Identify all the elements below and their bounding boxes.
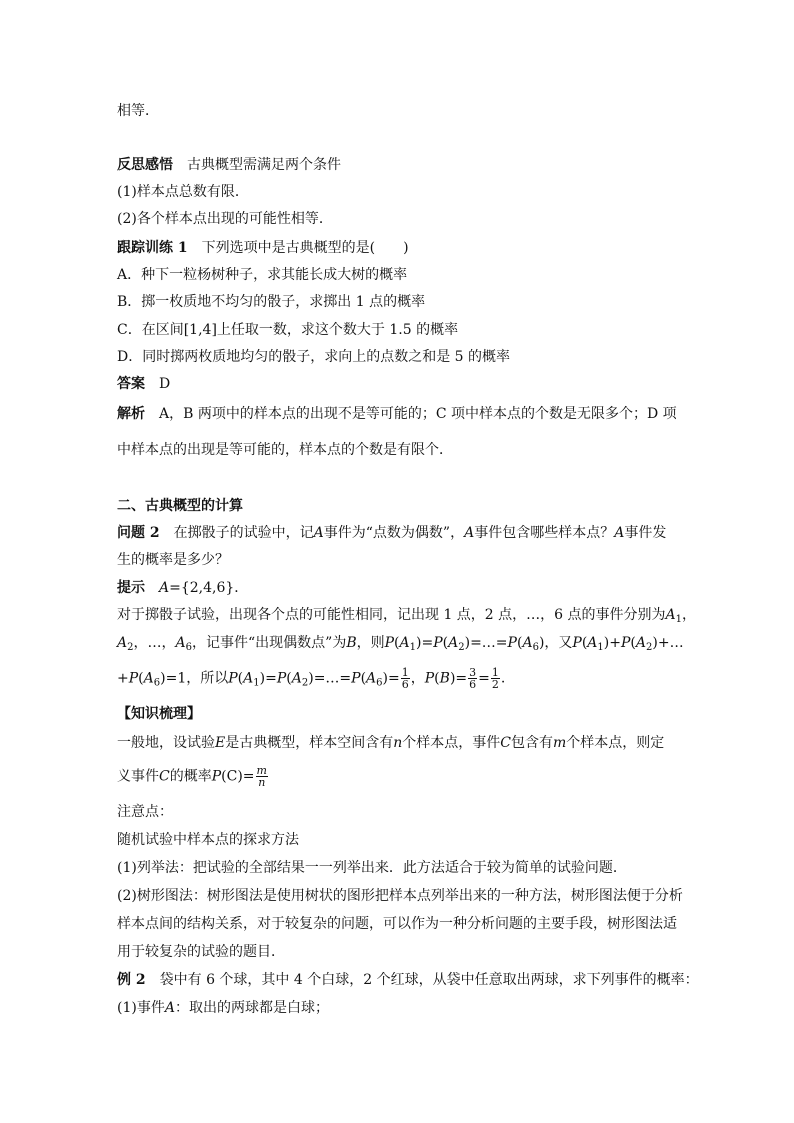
var-a: A: [448, 635, 459, 651]
prob-p: P: [228, 670, 238, 687]
analysis-line-1: [117, 404, 677, 424]
var-c: C: [159, 768, 170, 785]
example-2-text: 袋中有 6 个球，其中 4 个白球，2 个红球，从袋中任意取出两球，求下列事件的概率：: [159, 972, 699, 988]
problem-2-label: 问题 2: [117, 525, 160, 541]
reflection-title: 反思感悟: [117, 157, 173, 173]
option-b: B．掷一枚质地不均匀的骰子，求掷出 1 点的概率: [117, 294, 426, 310]
knowledge-title: 【知识梳理】: [117, 706, 201, 722]
equals: =: [478, 670, 490, 687]
hint-text: ，又: [544, 635, 573, 651]
notes-title: 注意点：: [117, 804, 173, 820]
var-a: A: [143, 670, 154, 687]
hint-text: ，则: [356, 635, 385, 651]
hint-set: ={2,4,6}．: [169, 580, 249, 596]
notes-tree-3: 用于较复杂的试验的题目．: [117, 944, 285, 960]
exercise-text: 下列选项中是古典概型的是( ): [201, 240, 409, 256]
hint-label: 提示: [117, 580, 145, 596]
var-a: A: [366, 670, 377, 687]
knowledge-line-1: [117, 733, 664, 753]
plus: +: [117, 670, 129, 687]
subscript: 2: [301, 677, 309, 689]
subscript: 6: [185, 642, 192, 653]
prob-p: P: [351, 670, 361, 687]
subscript: 6: [153, 677, 161, 689]
analysis-line-2: 中样本点的出现是等可能的，样本点的个数是有限个．: [117, 442, 453, 458]
reflection-header: [117, 155, 341, 175]
var-n: n: [393, 735, 403, 751]
knowledge-text: 义事件: [117, 768, 159, 785]
knowledge-text: 是古典概型，样本空间含有: [225, 735, 394, 751]
example-2-line: [117, 970, 699, 990]
plus: +: [609, 635, 621, 651]
subscript: 1: [253, 677, 260, 689]
option-a: A．种下一粒杨树种子，求其能长成大树的概率: [117, 267, 408, 283]
var-a: A: [587, 635, 598, 651]
knowledge-text: 包含有: [510, 735, 553, 751]
var-m: m: [552, 735, 567, 751]
subscript: 1: [409, 642, 417, 653]
example-text: (1)事件: [117, 1000, 165, 1016]
option-d: D．同时掷两枚质地均匀的骰子，求向上的点数之和是 5 的概率: [117, 349, 511, 365]
var-a: A: [117, 635, 128, 651]
var-a: A: [291, 670, 302, 687]
equals: =: [265, 670, 277, 687]
reflection-intro: 古典概型需满足两个条件: [187, 157, 341, 173]
problem-text: 在掷骰子的试验中，记: [173, 525, 314, 541]
subscript: 2: [646, 642, 653, 653]
subscript: 1: [675, 614, 683, 625]
hint-text: =1，所以: [165, 670, 229, 687]
fraction-m-over-n: $\frac{m}{n}$: [256, 764, 267, 789]
subscript: 6: [376, 677, 383, 689]
answer-label: 答案: [117, 376, 145, 392]
prob-p: P: [507, 635, 517, 651]
section-heading: 二、古典概型的计算: [117, 498, 243, 514]
hint-para-line-3: $+P(A_6)=1$，所以$P(A_1)=P(A_2)=\dots=P(A_6)=$ $\frac{1}{6}$ ，P(B)= $\frac{3}{6}$ = $\frac{1}{2}$ .: [117, 666, 506, 691]
problem-text: 事件为“点数为偶数”，: [323, 525, 465, 541]
answer-value: D: [159, 376, 171, 392]
prob-p: P: [621, 635, 631, 651]
notes-tree-2: 样本点间的结构关系，对于较复杂的问题，可以作为一种分析问题的主要手段，树形图法适: [117, 916, 677, 932]
answer-line: [117, 374, 170, 394]
notes-tree-1: (2)树形图法：树形图法是使用树状的图形把样本点列举出来的一种方法，树形图法便于分析: [117, 888, 683, 904]
var-a: A: [635, 635, 647, 651]
knowledge-text: 个样本点，则定: [566, 735, 665, 751]
prob-p: P: [384, 635, 395, 651]
subscript: 2: [458, 642, 465, 653]
subscript: 2: [127, 642, 134, 653]
subscript: 1: [597, 642, 604, 653]
exercise-question: [117, 238, 409, 258]
prob-p: P: [433, 635, 443, 651]
condition-2: (2)各个样本点出现的可能性相等．: [117, 211, 333, 227]
hint-text: ，: [410, 670, 425, 687]
prob-p: P: [424, 670, 435, 687]
hint-text: 对于掷骰子试验，出现各个点的可能性相同，记出现 1 点，2 点，…，6 点的事件分别为: [117, 607, 666, 623]
var-e: E: [215, 735, 226, 751]
var-b: B: [439, 670, 450, 687]
option-c: C．在区间[1,4]上任取一数，求这个数大于 1.5 的概率: [117, 322, 459, 338]
var-a: A: [464, 525, 475, 541]
condition-1: (1)样本点总数有限．: [117, 184, 249, 200]
problem-text: 事件发: [624, 525, 667, 541]
var-c: C: [500, 735, 511, 751]
period: .: [500, 670, 506, 687]
knowledge-text: 的概率: [169, 768, 212, 785]
notes-list-method: (1)列举法：把试验的全部结果一一列举出来．此方法适合于较为简单的试验问题．: [117, 860, 627, 876]
var-a: A: [522, 635, 533, 651]
fraction-one-sixth: $\frac{1}{6}$: [401, 666, 409, 691]
example-2-q1: [117, 998, 329, 1018]
text-line: 相等．: [117, 103, 159, 119]
knowledge-text: 一般地，设试验: [117, 735, 215, 751]
example-2-label: 例 2: [117, 972, 146, 988]
var-a: A: [614, 525, 625, 541]
knowledge-text: (C)=: [221, 768, 255, 785]
prob-p: P: [572, 635, 582, 651]
problem-2-line-1: [117, 523, 666, 543]
equals: =: [421, 635, 434, 651]
analysis-label: 解析: [117, 406, 145, 422]
hint-line: [117, 578, 248, 598]
var-a: A: [313, 525, 324, 541]
var-a: A: [665, 607, 676, 623]
prob-p: P: [211, 768, 222, 785]
equals: =…=: [470, 635, 508, 651]
hint-text: ，记事件“出现偶数点”为: [192, 635, 347, 651]
analysis-text-1: A，B 两项中的样本点的出现不是等可能的；C 项中样本点的个数是无限多个；D 项: [159, 406, 677, 422]
subscript: 6: [532, 642, 539, 653]
exercise-label: 跟踪训练 1: [117, 240, 188, 256]
knowledge-text: 个样本点，事件: [402, 735, 501, 751]
var-a: A: [164, 1000, 175, 1016]
hint-para-line-2: $A_2$，…，$A_6$，记事件“出现偶数点”为B，则$P(A_1)=P(A_2)=\dots=P(A_6)$，又$P(A_1)+P(A_2)+\dots$: [117, 635, 684, 653]
prob-p: P: [276, 670, 287, 687]
knowledge-line-2: [117, 765, 269, 788]
hint-text: ，…，: [133, 635, 176, 651]
fraction-three-sixths: $\frac{3}{6}$: [469, 666, 477, 691]
var-a: A: [243, 670, 254, 687]
hint-para-line-1: 对于掷骰子试验，出现各个点的可能性相同，记出现 1 点，2 点，…，6 点的事件分别为$A_1$，: [117, 607, 697, 625]
var-a: A: [175, 635, 186, 651]
plus: +…: [657, 635, 684, 651]
equals: =: [455, 670, 468, 687]
example-text: ：取出的两球都是白球；: [174, 1000, 329, 1016]
fraction-one-half: $\frac{1}{2}$: [491, 666, 499, 691]
equals: =…=: [313, 670, 352, 687]
prob-p: P: [128, 670, 139, 687]
problem-text: 事件包含哪些样本点？: [474, 525, 615, 541]
problem-2-line-2: 生的概率是多少？: [117, 552, 229, 568]
notes-method: 随机试验中样本点的探求方法: [117, 832, 299, 848]
var-a: A: [159, 580, 170, 596]
var-a: A: [399, 635, 410, 651]
var-b: B: [346, 635, 357, 651]
equals: =: [388, 670, 400, 687]
